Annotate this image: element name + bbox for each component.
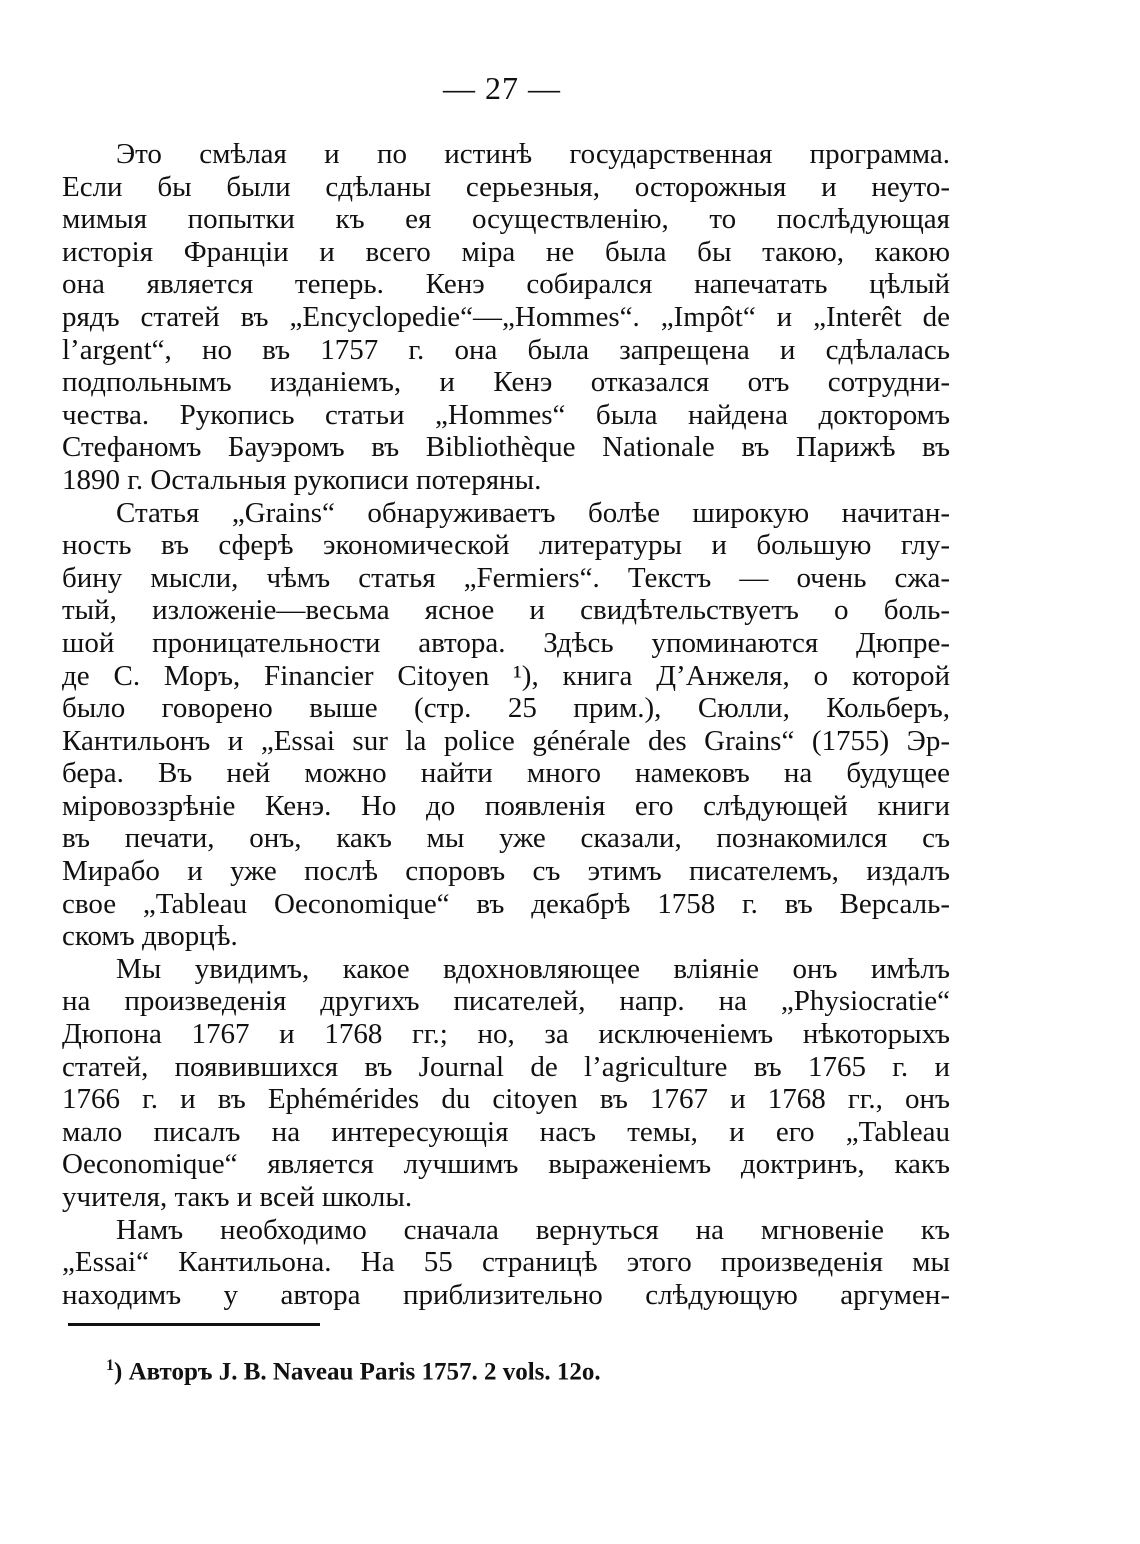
text-line: было говорено выше (стр. 25 прим.), Сюлли, Кольберъ, xyxy=(62,692,950,725)
text-line: подпольнымъ изданіемъ, и Кенэ отказался отъ сотрудни- xyxy=(62,366,950,399)
text-line: мало писалъ на интересующія насъ темы, и его „Tableau xyxy=(62,1115,950,1148)
text-line: находимъ у автора приблизительно слѣдующую аргумен- xyxy=(62,1278,950,1311)
text-line: статей, появившихся въ Journal de l’agriculture въ 1765 г. и xyxy=(62,1050,950,1083)
text-line: Если бы были сдѣланы серьезныя, осторожныя и неуто- xyxy=(62,170,950,203)
text-line: Это смѣлая и по истинѣ государственная программа. xyxy=(116,138,950,170)
text-line: Намъ необходимо сначала вернуться на мгновеніе къ xyxy=(116,1213,950,1246)
text-line: де С. Моръ, Financier Citoyen ¹), книга Д’Анжеля, о которой xyxy=(62,659,950,692)
text-line: „Essai“ Кантильона. На 55 страницѣ этого произведенія мы xyxy=(62,1246,950,1279)
text-line: Стефаномъ Бауэромъ въ Bibliothèque Nationale въ Парижѣ въ xyxy=(62,431,950,464)
text-line: ность въ сферѣ экономической литературы и большую глу- xyxy=(62,529,950,562)
text-line: l’argent“, но въ 1757 г. она была запрещена и сдѣлалась xyxy=(62,333,950,366)
body-text xyxy=(62,138,950,1311)
footnote-marker: 1 xyxy=(106,1357,114,1374)
paragraph xyxy=(62,1214,950,1312)
text-line: рядъ статей въ „Encyclopedie“—„Hommes“. „Impôt“ и „Interêt de xyxy=(62,300,950,333)
text-line: на произведенія другихъ писателей, напр. на „Physiocratie“ xyxy=(62,985,950,1018)
footnote xyxy=(106,1350,601,1388)
page-number: — 27 — xyxy=(443,70,561,106)
footnote-divider xyxy=(68,1323,320,1326)
text-line: Статья „Grains“ обнаруживаетъ болѣе широкую начитан- xyxy=(116,496,950,529)
text-line: чества. Рукопись статьи „Hommes“ была найдена докторомъ xyxy=(62,398,950,431)
text-line: бера. Въ ней можно найти много намековъ на будущее xyxy=(62,757,950,790)
text-line: бину мысли, чѣмъ статья „Fermiers“. Текстъ — очень сжа- xyxy=(62,561,950,594)
paragraph xyxy=(62,497,950,953)
text-line: она является теперь. Кенэ собирался напечатать цѣлый xyxy=(62,268,950,301)
text-line: Кантильонъ и „Essai sur la police générale des Grains“ (1755) Эр- xyxy=(62,724,950,757)
text-line: Дюпона 1767 и 1768 гг.; но, за исключеніемъ нѣкоторыхъ xyxy=(62,1018,950,1051)
text-line: учителя, такъ и всей школы. xyxy=(62,1181,413,1213)
paragraph xyxy=(62,953,950,1214)
text-line: 1890 г. Остальныя рукописи потеряны. xyxy=(62,463,542,496)
text-line: 1766 г. и въ Ephémérides du citoyen въ 1767 и 1768 гг., онъ xyxy=(62,1083,950,1116)
text-line: Oeconomique“ является лучшимъ выраженіемъ доктринъ, какъ xyxy=(62,1148,950,1181)
text-line: Мы увидимъ, какое вдохновляющее вліяніе онъ имѣлъ xyxy=(116,952,950,985)
footnote-text: ) Авторъ J. B. Naveau Paris 1757. 2 vols. 12o. xyxy=(114,1358,601,1386)
text-line: мимыя попытки къ ея осуществленію, то послѣдующая xyxy=(62,203,950,236)
paragraph xyxy=(62,138,950,497)
text-line: въ печати, онъ, какъ мы уже сказали, познакомился съ xyxy=(62,822,950,855)
text-line: исторія Франціи и всего міра не была бы такою, какою xyxy=(62,235,950,268)
text-line: тый, изложеніе—весьма ясное и свидѣтельствуетъ о боль- xyxy=(62,594,950,627)
text-line: міровоззрѣніе Кенэ. Но до появленія его слѣдующей книги xyxy=(62,789,950,822)
text-line: шой проницательности автора. Здѣсь упоминаются Дюпре- xyxy=(62,626,950,659)
text-line: скомъ дворцѣ. xyxy=(62,920,238,953)
text-line: свое „Tableau Oeconomique“ въ декабрѣ 1758 г. въ Версаль- xyxy=(62,887,950,920)
text-line: Мирабо и уже послѣ споровъ съ этимъ писателемъ, издалъ xyxy=(62,855,950,888)
